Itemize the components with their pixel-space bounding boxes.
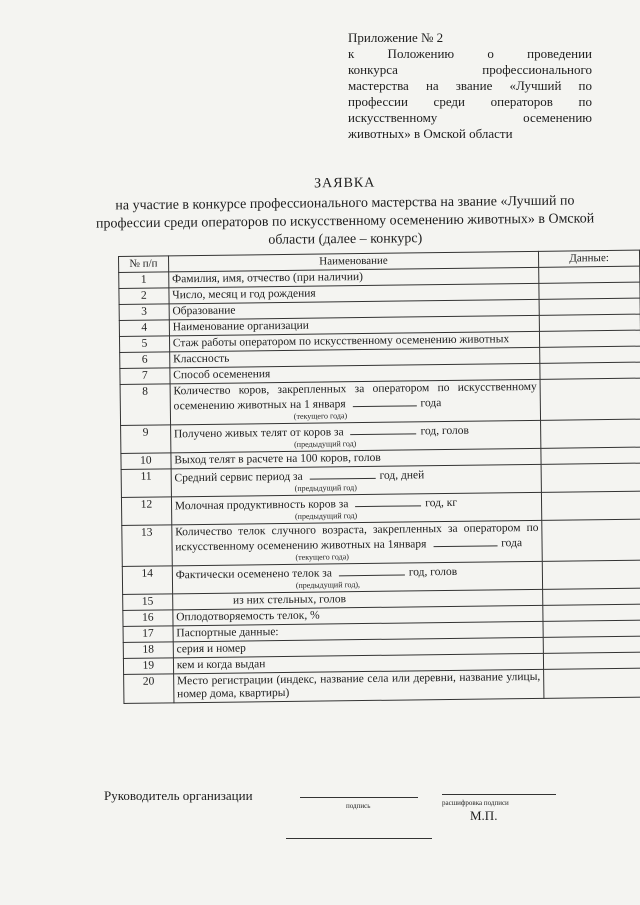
row-value [541,447,640,464]
row-number: 12 [121,497,171,526]
decode-line [442,794,556,795]
table-row [124,668,640,703]
signature-caption: подпись [346,802,371,810]
row-value [542,560,640,589]
row-value [543,652,640,669]
row-name [172,561,543,594]
row-number: 15 [123,594,173,611]
row-label: Фамилия, имя, отчество (при наличии) [171,271,364,286]
row-name [170,379,541,425]
row-subcaption: (предыдущий год), [295,580,361,590]
row-number: 1 [119,272,169,289]
title-heading: ЗАЯВКА [313,175,376,192]
row-label-tail: год, голов [420,424,470,438]
row-label-tail: год, дней [379,469,425,482]
fill-in-blank [350,423,416,435]
row-label: Классность [172,352,230,366]
row-number: 2 [119,288,169,305]
row-number: 3 [119,304,169,321]
row-number: 17 [123,626,173,643]
row-label: Количество телок случного возраста, закрепленных за оператором по искусственному осеменению животных на 1января [175,521,539,554]
appendix-line: конкурса профессионального [348,62,592,77]
appendix-line: профессии среди операторов по [348,94,592,109]
row-label-tail: год, голов [408,565,458,579]
row-name [171,464,542,497]
row-number: 9 [121,425,171,454]
row-number: 18 [123,642,173,659]
row-value [539,266,640,283]
row-label: Молочная продуктивность коров за [174,498,349,513]
header-data: Данные: [539,250,640,267]
row-value [544,668,640,698]
row-label: кем и когда выдан [176,658,266,672]
row-value [541,419,640,448]
row-number: 5 [119,336,169,353]
row-number: 4 [119,320,169,337]
row-number: 7 [120,368,170,385]
row-label: Оплодотворяемость телок, % [176,609,320,624]
fill-in-blank [309,468,375,480]
row-subcaption: (текущего года) [293,411,348,421]
row-name [170,420,541,453]
row-label: Получено живых телят от коров за [173,426,344,441]
appendix-line: Приложение № 2 [348,30,444,45]
row-value [543,588,640,605]
signature-line [300,797,418,798]
manager-label: Руководитель организации [104,788,253,803]
row-number: 14 [122,566,172,595]
bottom-line [286,838,432,839]
row-name [171,492,542,525]
fill-in-blank [355,495,421,507]
appendix-line: мастерства на звание «Лучший по [348,78,592,93]
header-name: Наименование [168,251,538,272]
stamp-place: М.П. [470,808,498,823]
row-label: из них стельных, голов [232,593,347,607]
row-value [540,362,640,379]
row-value [539,314,640,331]
row-subcaption: (предыдущий год) [294,483,357,493]
application-title [90,172,601,251]
row-number: 11 [121,469,171,498]
table-body [119,266,640,703]
row-value [540,346,640,363]
row-name [173,669,544,703]
appendix-header [348,30,592,142]
row-label-tail: год, кг [425,496,458,510]
row-value [539,298,640,315]
row-value [541,463,640,492]
row-number: 19 [123,658,173,675]
row-value [542,519,640,561]
row-value [540,330,640,347]
row-label-tail: года [420,397,442,410]
row-label: Паспортные данные: [176,626,279,640]
row-value [542,491,640,520]
row-label: Место регистрации (индекс, название села или деревни, название улицы, номер дома, квартиры) [176,670,541,701]
table-row [120,378,640,425]
row-label: Фактически осеменено телок за [175,567,332,582]
row-label-tail: года [501,537,523,550]
row-value [540,378,640,420]
row-number: 10 [121,453,171,470]
row-number: 6 [120,352,170,369]
row-subcaption: (предыдущий год) [294,439,357,449]
appendix-line: искусственному осеменению [348,110,592,125]
row-label: Средний сервис период за [174,470,303,485]
row-number: 8 [120,384,170,426]
title-body: на участие в конкурсе профессионального мастерства на звание «Лучший по профессии среди операторов по искусственному осеменению животных» в Омской области (далее – конкурс) [95,193,595,248]
fill-in-blank [339,565,405,577]
application-table [118,250,640,704]
row-label: Стаж работы оператором по искусственному осеменению животных [172,333,510,350]
row-value [539,282,640,299]
row-label: Способ осеменения [173,368,271,382]
row-number: 13 [122,525,172,567]
row-label: серия и номер [176,642,246,656]
appendix-line: к Положению о проведении [348,46,592,61]
table-row [122,519,640,566]
row-label: Образование [172,304,236,318]
row-label: Наименование организации [172,319,309,334]
row-name [172,520,543,566]
row-label: Число, месяц и год рождения [172,287,316,302]
row-number: 16 [123,610,173,627]
header-num: № п/п [119,256,169,273]
row-label: Количество коров, закрепленных за оператором по искусственному осеменению животных на 1 января [173,380,537,413]
appendix-line: животных» в Омской области [348,126,513,141]
decode-caption: расшифровка подписи [442,799,509,807]
fill-in-blank [352,395,416,407]
row-label: Выход телят в расчете на 100 коров, голов [174,451,381,467]
row-value [543,620,640,637]
row-subcaption: (предыдущий год) [294,511,358,521]
row-value [543,604,640,621]
row-value [543,636,640,653]
row-number: 20 [124,674,174,704]
fill-in-blank [433,535,497,547]
row-subcaption: (текущего года) [295,552,349,562]
